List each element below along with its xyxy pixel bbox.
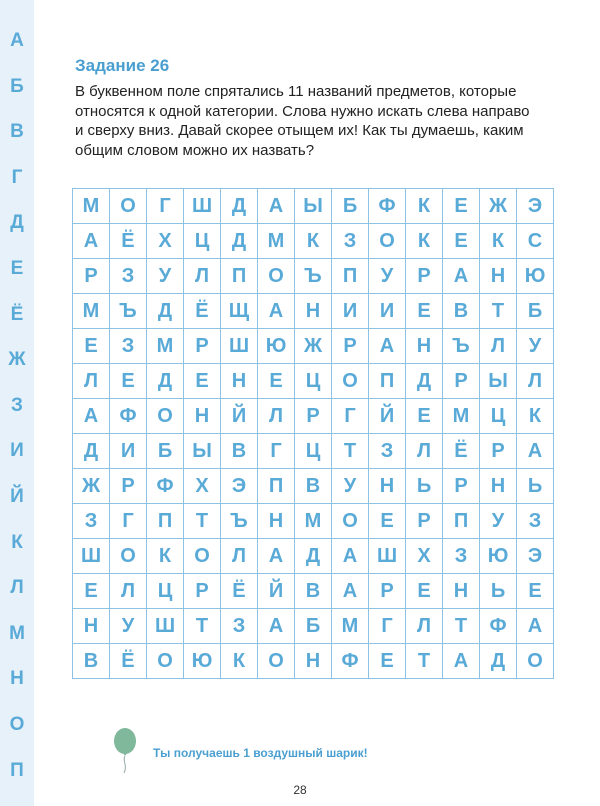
grid-cell: Р xyxy=(184,329,221,364)
grid-cell: А xyxy=(369,329,406,364)
grid-cell: Е xyxy=(443,224,480,259)
grid-cell: Е xyxy=(369,644,406,679)
grid-cell: А xyxy=(443,644,480,679)
task-text-line: относятся к одной категории. Слова нужно искать слева направо xyxy=(75,102,530,120)
grid-cell: Б xyxy=(147,434,184,469)
grid-cell: Н xyxy=(184,399,221,434)
grid-cell: О xyxy=(147,399,184,434)
grid-cell: И xyxy=(332,294,369,329)
grid-cell: М xyxy=(332,609,369,644)
grid-cell: П xyxy=(443,504,480,539)
grid-cell: Е xyxy=(258,364,295,399)
grid-cell: У xyxy=(517,329,554,364)
grid-cell: Т xyxy=(480,294,517,329)
grid-cell: М xyxy=(147,329,184,364)
grid-cell: Г xyxy=(369,609,406,644)
grid-cell: Ф xyxy=(480,609,517,644)
sidebar-letter: Г xyxy=(11,166,23,188)
grid-cell: К xyxy=(517,399,554,434)
grid-cell: О xyxy=(258,644,295,679)
grid-cell: Ё xyxy=(221,574,258,609)
task-text-line: общим словом можно их назвать? xyxy=(75,141,315,159)
grid-cell: Ф xyxy=(369,189,406,224)
grid-cell: Ж xyxy=(73,469,110,504)
grid-cell: А xyxy=(332,574,369,609)
grid-cell: Ц xyxy=(147,574,184,609)
grid-cell: Ь xyxy=(406,469,443,504)
grid-cell: Й xyxy=(221,399,258,434)
grid-cell: Б xyxy=(517,294,554,329)
grid-cell: Д xyxy=(480,644,517,679)
grid-cell: А xyxy=(517,434,554,469)
grid-cell: Ё xyxy=(184,294,221,329)
grid-cell: Е xyxy=(369,504,406,539)
grid-cell: В xyxy=(295,469,332,504)
sidebar-letter: О xyxy=(9,714,25,735)
grid-cell: Ю xyxy=(517,259,554,294)
grid-cell: П xyxy=(147,504,184,539)
grid-cell: Р xyxy=(443,469,480,504)
grid-cell: Р xyxy=(110,469,147,504)
grid-cell: Р xyxy=(443,364,480,399)
grid-cell: Ъ xyxy=(221,504,258,539)
task-text xyxy=(75,82,555,160)
balloon-icon xyxy=(112,728,138,774)
grid-row xyxy=(73,574,554,609)
grid-cell: О xyxy=(258,259,295,294)
grid-cell: Ш xyxy=(221,329,258,364)
grid-cell: Л xyxy=(406,609,443,644)
grid-cell: Р xyxy=(184,574,221,609)
grid-cell: Л xyxy=(221,539,258,574)
alphabet-sidebar xyxy=(0,0,34,806)
grid-cell: А xyxy=(443,259,480,294)
grid-cell: З xyxy=(369,434,406,469)
grid-cell: П xyxy=(332,259,369,294)
grid-cell: Н xyxy=(480,259,517,294)
grid-cell: Ш xyxy=(184,189,221,224)
grid-row xyxy=(73,434,554,469)
grid-cell: В xyxy=(295,574,332,609)
grid-cell: Н xyxy=(295,294,332,329)
grid-cell: К xyxy=(295,224,332,259)
grid-cell: Ж xyxy=(480,189,517,224)
grid-cell: Й xyxy=(258,574,295,609)
grid-cell: Л xyxy=(517,364,554,399)
word-search-grid xyxy=(72,188,554,679)
sidebar-letter: П xyxy=(10,759,24,781)
grid-cell: Р xyxy=(406,504,443,539)
grid-cell: Ю xyxy=(258,329,295,364)
task-text-line: В буквенном поле спрятались 11 названий предметов, которые xyxy=(75,83,517,100)
grid-cell: О xyxy=(184,539,221,574)
grid-cell: У xyxy=(480,504,517,539)
grid-cell: О xyxy=(369,224,406,259)
grid-cell: Е xyxy=(73,329,110,364)
sidebar-letter: Ж xyxy=(8,349,26,371)
grid-cell: Ё xyxy=(110,644,147,679)
grid-cell: Т xyxy=(184,609,221,644)
task-text-line: и сверху вниз. Давай скорее отыщем их! Как ты думаешь, каким xyxy=(75,122,524,139)
grid-cell: Е xyxy=(406,399,443,434)
grid-cell: Ш xyxy=(369,539,406,574)
grid-cell: К xyxy=(221,644,258,679)
grid-cell: Ц xyxy=(480,399,517,434)
grid-cell: Н xyxy=(295,644,332,679)
grid-row xyxy=(73,259,554,294)
grid-cell: О xyxy=(332,504,369,539)
grid-cell: В xyxy=(73,644,110,679)
grid-cell: В xyxy=(443,294,480,329)
grid-cell: З xyxy=(221,609,258,644)
sidebar-letter: Е xyxy=(10,258,24,279)
grid-cell: З xyxy=(73,504,110,539)
grid-cell: Х xyxy=(406,539,443,574)
grid-cell: Ф xyxy=(110,399,147,434)
grid-cell: З xyxy=(110,329,147,364)
grid-cell: О xyxy=(147,644,184,679)
grid-cell: Ь xyxy=(480,574,517,609)
grid-cell: Л xyxy=(73,364,110,399)
grid-row xyxy=(73,329,554,364)
grid-cell: Б xyxy=(295,609,332,644)
grid-cell: Ь xyxy=(517,469,554,504)
grid-cell: А xyxy=(258,609,295,644)
grid-cell: Р xyxy=(295,399,332,434)
sidebar-letter: Й xyxy=(10,486,24,507)
grid-cell: Л xyxy=(406,434,443,469)
grid-cell: Ы xyxy=(184,434,221,469)
grid-cell: З xyxy=(443,539,480,574)
grid-cell: Й xyxy=(369,399,406,434)
reward-text: Ты получаешь 1 воздушный шарик! xyxy=(153,746,368,760)
grid-cell: Т xyxy=(332,434,369,469)
sidebar-letter: Ё xyxy=(10,303,24,325)
grid-cell: У xyxy=(332,469,369,504)
grid-cell: Е xyxy=(443,189,480,224)
grid-cell: Ю xyxy=(184,644,221,679)
grid-row xyxy=(73,224,554,259)
grid-cell: Н xyxy=(406,329,443,364)
grid-cell: Э xyxy=(221,469,258,504)
grid-cell: И xyxy=(110,434,147,469)
grid-cell: И xyxy=(369,294,406,329)
grid-cell: Д xyxy=(147,294,184,329)
grid-cell: Н xyxy=(480,469,517,504)
grid-cell: К xyxy=(406,224,443,259)
grid-row xyxy=(73,609,554,644)
grid-cell: М xyxy=(443,399,480,434)
grid-row xyxy=(73,504,554,539)
grid-cell: П xyxy=(258,469,295,504)
grid-cell: Е xyxy=(73,574,110,609)
grid-cell: М xyxy=(73,189,110,224)
grid-cell: А xyxy=(258,294,295,329)
grid-cell: А xyxy=(258,539,295,574)
grid-cell: К xyxy=(406,189,443,224)
grid-cell: Ж xyxy=(295,329,332,364)
grid-row xyxy=(73,644,554,679)
grid-cell: Щ xyxy=(221,294,258,329)
grid-cell: А xyxy=(332,539,369,574)
sidebar-letter: Б xyxy=(10,75,24,97)
grid-cell: А xyxy=(73,399,110,434)
grid-cell: О xyxy=(517,644,554,679)
grid-cell: Р xyxy=(480,434,517,469)
grid-cell: О xyxy=(332,364,369,399)
grid-cell: З xyxy=(110,259,147,294)
sidebar-letter: В xyxy=(10,121,24,143)
grid-cell: Е xyxy=(110,364,147,399)
grid-cell: Ю xyxy=(480,539,517,574)
grid-row xyxy=(73,294,554,329)
grid-cell: Г xyxy=(332,399,369,434)
grid-cell: Л xyxy=(184,259,221,294)
grid-cell: К xyxy=(147,539,184,574)
grid-cell: З xyxy=(332,224,369,259)
grid-cell: Ё xyxy=(443,434,480,469)
grid-cell: О xyxy=(110,189,147,224)
grid-cell: З xyxy=(517,504,554,539)
grid-cell: П xyxy=(369,364,406,399)
grid-cell: Г xyxy=(110,504,147,539)
grid-cell: Н xyxy=(73,609,110,644)
grid-cell: Ф xyxy=(147,469,184,504)
grid-cell: Л xyxy=(110,574,147,609)
grid-cell: Р xyxy=(332,329,369,364)
sidebar-letter: Н xyxy=(10,668,24,690)
grid-cell: Ы xyxy=(480,364,517,399)
page-number: 28 xyxy=(293,783,307,797)
grid-cell: У xyxy=(147,259,184,294)
grid-cell: Д xyxy=(147,364,184,399)
grid-cell: Ц xyxy=(295,434,332,469)
sidebar-letter: М xyxy=(9,622,25,644)
sidebar-letter: К xyxy=(11,531,23,553)
sidebar-letter: З xyxy=(11,394,23,416)
grid-cell: Д xyxy=(221,224,258,259)
grid-cell: О xyxy=(110,539,147,574)
grid-cell: Э xyxy=(517,539,554,574)
grid-cell: Ё xyxy=(110,224,147,259)
grid-cell: Г xyxy=(147,189,184,224)
grid-cell: Л xyxy=(258,399,295,434)
grid-cell: Н xyxy=(258,504,295,539)
grid-cell: Д xyxy=(221,189,258,224)
grid-cell: Х xyxy=(184,469,221,504)
grid-cell: М xyxy=(73,294,110,329)
grid-cell: А xyxy=(258,189,295,224)
grid-cell: Ф xyxy=(332,644,369,679)
grid-cell: Е xyxy=(406,294,443,329)
grid-cell: У xyxy=(369,259,406,294)
grid-cell: Н xyxy=(369,469,406,504)
grid-cell: Ш xyxy=(73,539,110,574)
grid-cell: В xyxy=(221,434,258,469)
grid-cell: Г xyxy=(258,434,295,469)
grid-cell: Ы xyxy=(295,189,332,224)
grid-cell: У xyxy=(110,609,147,644)
grid-cell: А xyxy=(73,224,110,259)
grid-cell: Ъ xyxy=(110,294,147,329)
grid-cell: Е xyxy=(184,364,221,399)
grid-cell: К xyxy=(480,224,517,259)
sidebar-letter: И xyxy=(10,440,24,462)
grid-cell: Е xyxy=(517,574,554,609)
sidebar-letter: Д xyxy=(10,212,24,234)
grid-cell: М xyxy=(295,504,332,539)
grid-cell: Т xyxy=(406,644,443,679)
grid-cell: Т xyxy=(443,609,480,644)
grid-row xyxy=(73,469,554,504)
grid-cell: Д xyxy=(295,539,332,574)
grid-cell: П xyxy=(221,259,258,294)
grid-cell: Ш xyxy=(147,609,184,644)
sidebar-letter: А xyxy=(10,30,24,51)
grid-cell: Е xyxy=(406,574,443,609)
grid-cell: Ъ xyxy=(443,329,480,364)
grid-cell: Т xyxy=(184,504,221,539)
grid-row xyxy=(73,364,554,399)
grid-cell: Ц xyxy=(184,224,221,259)
grid-cell: Д xyxy=(73,434,110,469)
grid-cell: Ъ xyxy=(295,259,332,294)
grid-cell: Р xyxy=(406,259,443,294)
grid-cell: Н xyxy=(443,574,480,609)
grid-cell: Б xyxy=(332,189,369,224)
grid-cell: Э xyxy=(517,189,554,224)
grid-row xyxy=(73,539,554,574)
grid-cell: Д xyxy=(406,364,443,399)
sidebar-letter: Л xyxy=(10,577,24,599)
grid-row xyxy=(73,399,554,434)
grid-cell: Р xyxy=(73,259,110,294)
task-title: Задание 26 xyxy=(75,56,170,75)
grid-row xyxy=(73,189,554,224)
grid-cell: Ц xyxy=(295,364,332,399)
grid-cell: Л xyxy=(480,329,517,364)
grid-cell: Х xyxy=(147,224,184,259)
grid-cell: М xyxy=(258,224,295,259)
grid-cell: Н xyxy=(221,364,258,399)
grid-cell: Р xyxy=(369,574,406,609)
grid-cell: С xyxy=(517,224,554,259)
grid-cell: А xyxy=(517,609,554,644)
